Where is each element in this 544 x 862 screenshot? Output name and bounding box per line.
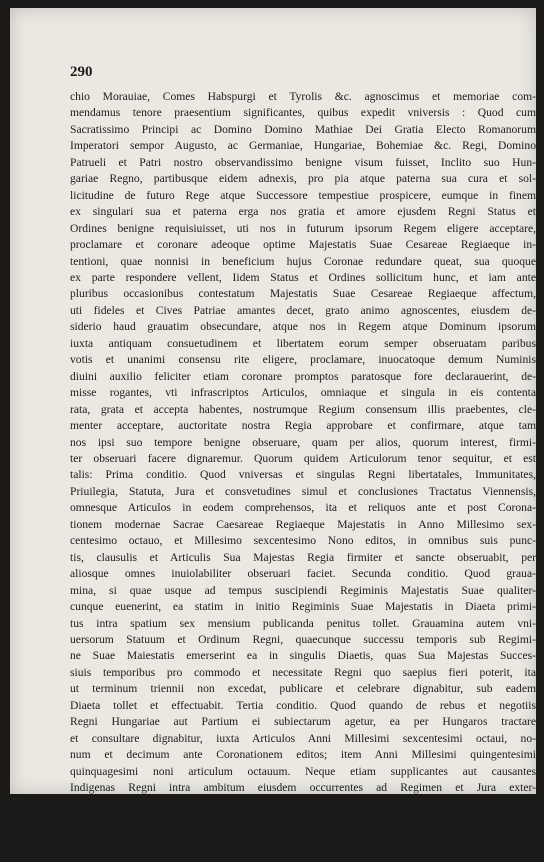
text-line: na rejicere, pertrahere et ablegare pacietur, iuxta extrema verba Articulorum	[70, 797, 536, 811]
text-line: decimi et decimi sexti ante Coronationem et Decreti Ferdinandi Anno Millesimo	[70, 813, 536, 827]
text-line: misse rogantes, vti infrascriptos Articulos, omniaque et singula in eis contenta	[70, 386, 536, 400]
text-line: tio. Confiniorum vero Praefecturas, Capitaneatus et alia Officia tam in hoc, quam	[70, 846, 536, 860]
scanned-page	[10, 8, 536, 860]
text-line: licitudine de futuro Rege atque Successore tempestiue prospicere, eumque in finem	[70, 188, 536, 202]
text-line: iuxta antiquam consuetudinem et libertatem eorum semper obseruatam paribus	[70, 336, 536, 350]
text-line: Sacratissimo Principi ac Domino Domino Mathiae Dei Gratia Electo Romanorum	[70, 122, 536, 136]
text-line: talis: Prima conditio. Quod vniversas et singulas Regni libertatales, Immunitates,	[70, 468, 536, 482]
text-line: aliosque omnes inuiolabiliter obseruari faciet. Secunda conditio. Quod graua-	[70, 567, 536, 581]
text-line: nos ipsi suo tempore benigne obseruare, quam per alios, quorum interest, firmi-	[70, 435, 536, 449]
text-line: Priuilegia, Statuta, Jura et consvetudines simul et conclusiones Tractatus Viennensis,	[70, 484, 536, 498]
text-line: siderio haud grauatim obsecundare, atque nos in Regem atque Dominum ipsorum	[70, 320, 536, 334]
text-line: diuini auxilio feliciter etiam coronare promptos paratosque fore declarauerint, de-	[70, 369, 536, 383]
text-line: votis et unanimi consensu rite eligere, proclamare, inuocatoque demum Numinis	[70, 353, 536, 367]
text-line: ne Suae Maiestatis emerserint ea in singulis Diaetis, quas Sua Majestas Succes-	[70, 649, 536, 663]
text-line: centesimo octauo, et Millesimo sexcentesimo Nono editos, in omnibus suis punc-	[70, 534, 536, 548]
text-line: uti fideles et Cives Patriae amantes decet, grato animo agnoscentes, eiusdem de-	[70, 303, 536, 317]
text-line: tis, clausulis et Articulis Sua Majestas Regia firmiter et sancte obseruabit, per	[70, 550, 536, 564]
text-line: et consultare dignabitur, iuxta Articulos Anni Millesimi sexcentesimi octaui, no-	[70, 731, 536, 745]
text-line: ut terminum triennii non excedat, publicare et celebrare dignabitur, sub eadem	[70, 682, 536, 696]
text-line: tionem modernae Sacrae Caesareae Regiaeque Majestatis in Anno Millesimo sex-	[70, 517, 536, 531]
text-line: mendamus tenore praesentium significantes, quibus expedit vniversis : Quod cum	[70, 106, 536, 120]
text-line: menter acceptare, auctoritate nostra Regia approbare et confirmare, atque tam	[70, 419, 536, 433]
text-line: mina, si quae usque ad tempus suscipiendi Regiminis Majestatis Suae qualiter-	[70, 583, 536, 597]
text-line: tentioni, quae nonnisi in beneficium hujus Coronae redundare queat, sua quoque	[70, 254, 536, 268]
text-line: Indigenas Regni intra ambitum eiusdem occurrentes ad Regimen et Jura exter-	[70, 781, 536, 795]
text-line: omnesque Articulos in eodem comprehensos, ita et reliquos ante et post Corona-	[70, 501, 536, 515]
text-line: quingentesimo tricesimo sexto, articulo quadragesimo primo editi. Quarta condi-	[70, 830, 536, 844]
text-line: rata, grata et accepta habentes, nostrumque Regium consensum illis praebentes, cle-	[70, 402, 536, 416]
text-line: ex singulari sua et paterna erga nos gratia et amore ejusdem Regni Status et	[70, 205, 536, 219]
body-text	[70, 89, 536, 862]
text-line: num et decimum ante Coronationem editos; item Anni Millesimi quingentesimi	[70, 748, 536, 762]
page-number: 290	[70, 64, 93, 80]
text-line: pluribus occasionibus contestatum Majestatis Suae Cesareae Regiaeque affectum,	[70, 287, 536, 301]
text-line: Regni Hungariae aut Partium ei subiectarum agetur, ea per Hungaros tractare	[70, 715, 536, 729]
text-line: chio Morauiae, Comes Habspurgi et Tyrolis &c. agnoscimus et memoriae com-	[70, 90, 536, 103]
text-line: uersorum Statuum et Ordinum Regni, quaecunque successu temporis sub Regimi-	[70, 632, 536, 646]
text-line: gariae Regno, partibusque eidem adnexis, pro pia atque paterna sua cura et sol-	[70, 172, 536, 186]
text-line: Patrueli et Patri nostro observandissimo benigne visum fuisset, Inclito suo Hun-	[70, 155, 536, 169]
text-line: ex parte respondere vellent, Iidem Status et Ordines sollicitum hunc, et iam ante	[70, 270, 536, 284]
text-line: ter obseruari facere dignaremur. Quorum quidem Articulorum tenor sequitur, et est	[70, 451, 536, 465]
text-line: tus intra spatium sex mensium publicanda penitus tollet. Grauamina autem vni-	[70, 616, 536, 630]
text-line: Imperatori sempor Augusto, ac Germaniae, Hungariae, Bohemiae &c. Regi, Domino	[70, 139, 536, 153]
text-line: Ordines benigne requisiuisset, uti nos in futurum ipsorum Regem eligere acceptare,	[70, 221, 536, 235]
text-line: quinquagesimi noni articulum octauum. Neque etiam supplicantes aut causantes	[70, 764, 536, 778]
text-line: cunque euenerint, ea statim in initio Regiminis Suae Majestatis in Diaeta primi-	[70, 600, 536, 614]
text-line: Diaeta tollet et effectuabit. Tertia conditio. Quod quando de rebus et negotiis	[70, 698, 536, 712]
text-line: proclamare et coronare adeoque optime Majestatis Suae Cesareae Regiaeque in-	[70, 238, 536, 252]
text-line: siuis temporibus pro commodo et necessitate Regni quo saepius fieri poterit, ita	[70, 665, 536, 679]
